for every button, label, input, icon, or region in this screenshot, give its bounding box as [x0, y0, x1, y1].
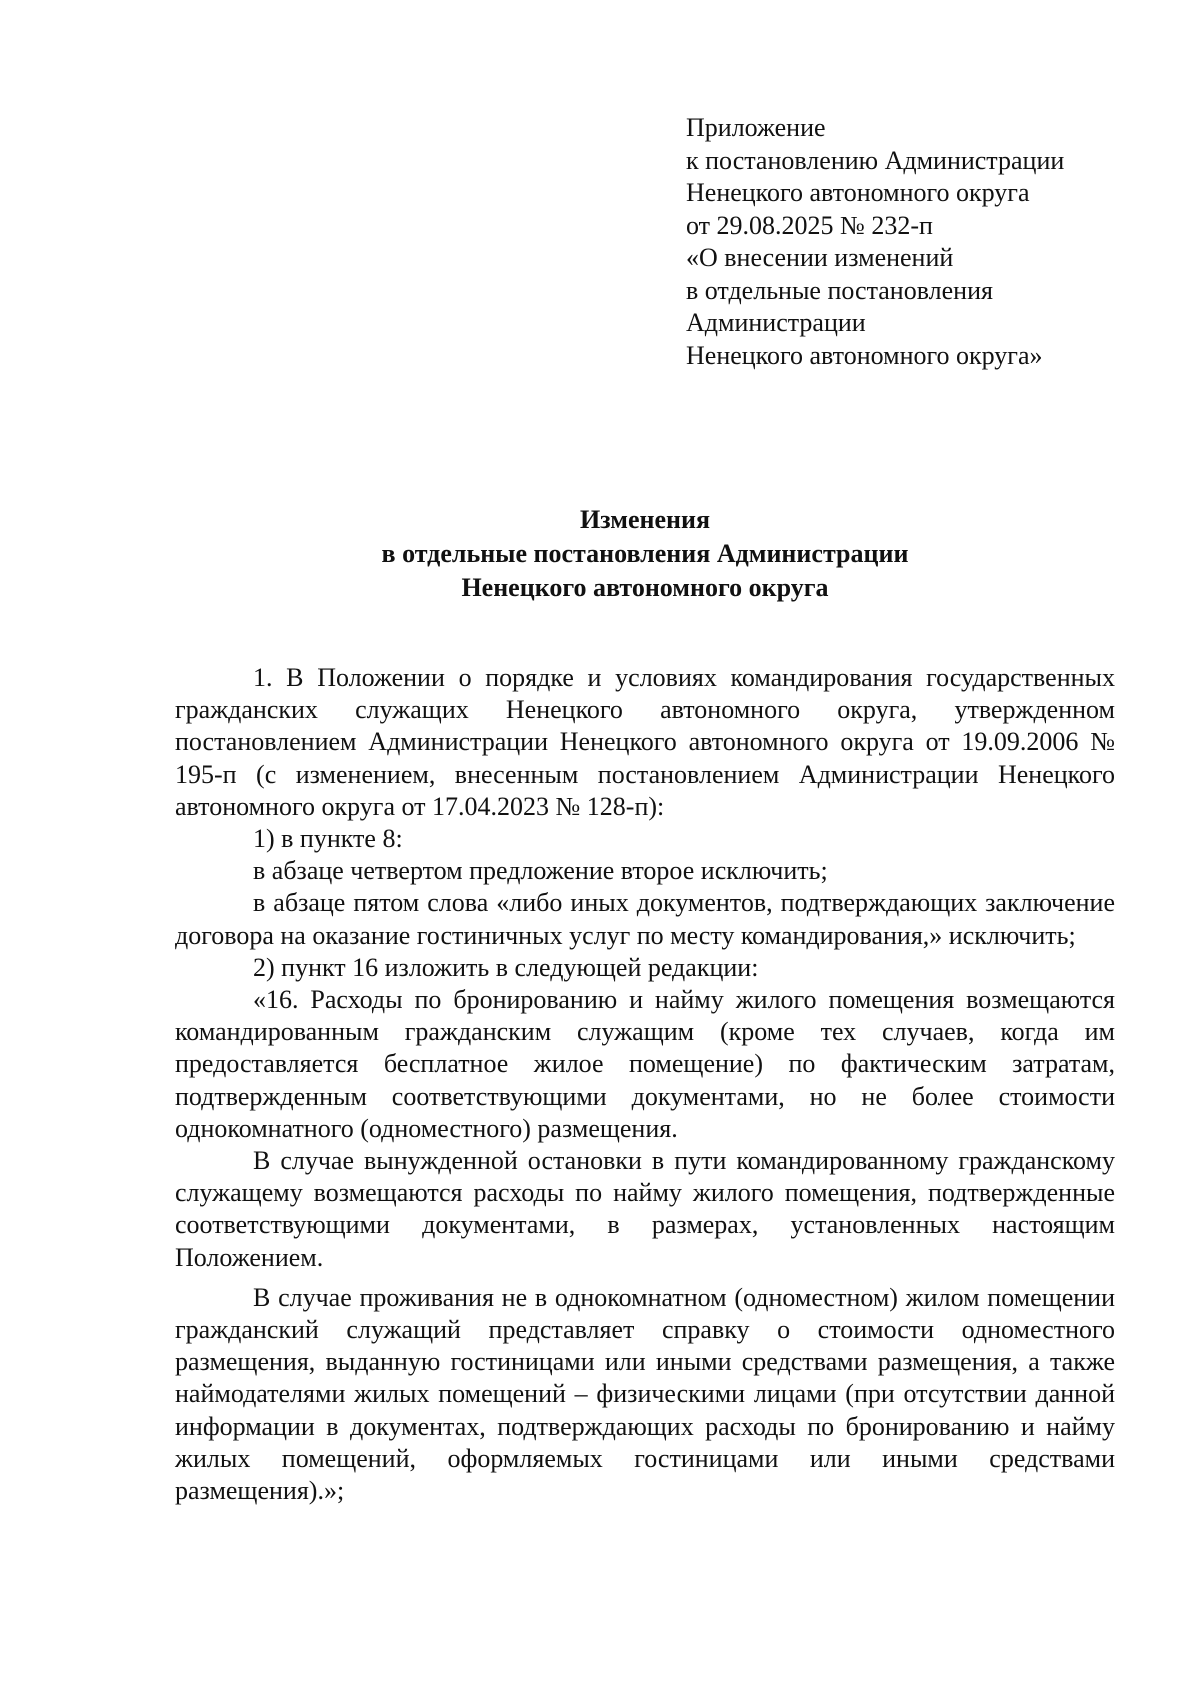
- paragraph: В случае вынужденной остановки в пути командированному гражданскому служащему возмещаются расходы по найму жилого помещения, подтвержденные соответствующими документами, в размерах, установленных настоящим Положением.: [175, 1146, 1115, 1272]
- paragraph: В случае проживания не в однокомнатном (одноместном) жилом помещении гражданский служащий представляет справку о стоимости одноместного размещения, выданную гостиницами или иными средствами размещения, а также наймодателями жилых помещений – физическими лицами (при отсутствии данной информации в документах, подтверждающих расходы по бронированию и найму жилых помещений, оформляемых гостиницами или иными средствами размещения).»;: [175, 1282, 1115, 1506]
- appendix-line: Приложение: [686, 113, 826, 142]
- paragraph: «16. Расходы по бронированию и найму жилого помещения возмещаются командированным гражданским служащим (кроме тех случаев, когда им предоставляется бесплатное жилое помещение) по фактическим затратам, подтвержденным соответствующими документами, но не более стоимости однокомнатного (одноместного) размещения.: [175, 985, 1115, 1143]
- paragraph: 1. В Положении о порядке и условиях командирования государственных гражданских служащих Ненецкого автономного округа, утвержденном постановлением Администрации Ненецкого автономного округа от 19.09.2006 № 195-п (с изменением, внесенным постановлением Администрации Ненецкого автономного округа от 17.04.2023 № 128-п):: [175, 663, 1115, 821]
- paragraph: 2) пункт 16 изложить в следующей редакции:: [253, 952, 759, 982]
- appendix-line: в отдельные постановления: [686, 275, 993, 305]
- paragraph: в абзаце четвертом предложение второе исключить;: [253, 856, 828, 886]
- appendix-line: Ненецкого автономного округа»: [686, 340, 1043, 370]
- title-line: в отдельные постановления Администрации: [381, 539, 909, 568]
- document-title: [175, 503, 1115, 605]
- paragraph: в абзаце пятом слова «либо иных документов, подтверждающих заключение договора на оказание гостиничных услуг по месту командирования,» исключить;: [175, 888, 1115, 950]
- document-body: [175, 662, 1115, 1507]
- appendix-block: [686, 112, 1146, 372]
- appendix-line: Администрации: [686, 308, 866, 337]
- appendix-line: к постановлению Администрации: [686, 145, 1065, 175]
- title-line: Изменения: [579, 505, 711, 534]
- appendix-line: Ненецкого автономного округа: [686, 178, 1030, 207]
- appendix-line: «О внесении изменений: [686, 243, 954, 272]
- appendix-line: от 29.08.2025 № 232-п: [686, 210, 933, 240]
- title-line: Ненецкого автономного округа: [461, 573, 829, 602]
- paragraph: 1) в пункте 8:: [253, 824, 403, 854]
